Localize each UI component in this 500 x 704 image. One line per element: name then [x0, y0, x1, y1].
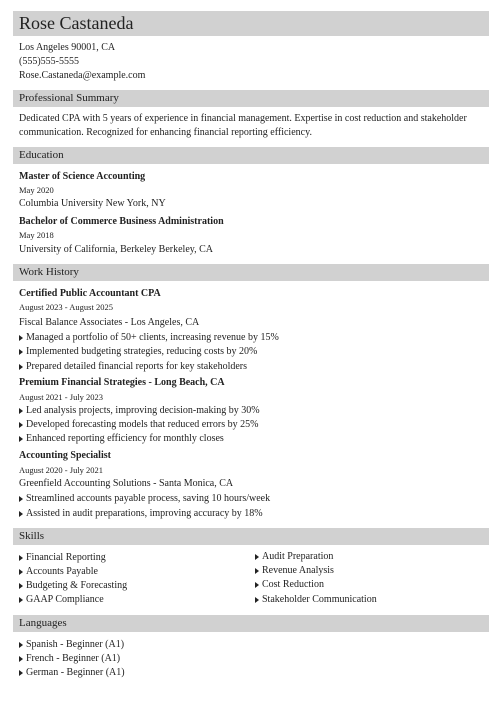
- bullet-icon: [19, 335, 23, 341]
- education-date: May 2020: [19, 185, 54, 195]
- bullet-icon: [19, 583, 23, 589]
- section-title-work: Work History: [19, 266, 79, 278]
- job-dates: August 2020 - July 2021: [19, 465, 104, 475]
- candidate-name: Rose Castaneda: [19, 13, 134, 33]
- bullet-icon: [19, 569, 23, 575]
- education-school: University of California, Berkeley Berkeley, CA: [19, 244, 214, 255]
- section-header-skills: [13, 528, 489, 545]
- bullet-icon: [255, 568, 259, 574]
- job-dates: August 2021 - July 2023: [19, 392, 104, 402]
- bullet-icon: [255, 554, 259, 560]
- bullet-icon: [19, 349, 23, 355]
- bullet-icon: [19, 642, 23, 648]
- job-company: Fiscal Balance Associates - Los Angeles, CA: [19, 317, 200, 328]
- bullet-icon: [19, 408, 23, 414]
- education-date: May 2018: [19, 230, 54, 240]
- education-school: Columbia University New York, NY: [19, 198, 166, 209]
- section-header-work: [13, 264, 489, 281]
- bullet-icon: [255, 582, 259, 588]
- bullet-icon: [19, 364, 23, 370]
- bullet-icon: [19, 436, 23, 442]
- section-header-education: [13, 147, 489, 164]
- resume-page: Rose Castaneda Los Angeles 90001, CA (555)555-5555 Rose.Castaneda@example.com Professional Summary Dedicated CPA with 5 years of experience in financial management. Expertise in cost reduction and stakeholder communication. Recognized for enhancing financial reporting efficiency. Education Master of Science Accounting May 2020 Columbia University New York, NY Bachelor of Commerce Business Administration May 2018 University of California, Berkeley Berkeley, CA Work History Certified Public Accountant CPA August 2023 - August 2025 Fiscal Balance Associates - Los Angeles, CA Managed a portfolio of 50+ clients, increasing revenue by 15% Implemented budgeting strategies, reducing costs by 20% Prepared detailed financial reports for key stakeholders Premium Financial Strategies - Long Beach, CA August 2021 - July 2023 Led analysis projects, improving decision-making by 30% Developed forecasting models that reduced errors by 25% Enhanced reporting efficiency for monthly closes Accounting Specialist August 2020 - July 2021 Greenfield Accounting Solutions - Santa Monica, CA Streamlined accounts payable process, saving 10 hours/week Assisted in audit preparations, improving accuracy by 18% Skills Financial Reporting Accounts Payable Budgeting & Forecasting GAAP Compliance Audit Preparation Revenue Analysis Cost Reduction Stakeholder Communication Languages Spanish - Beginner (A1) French - Beginner (A1) German - Beginner (A1): [0, 0, 500, 704]
- section-title-education: Education: [19, 149, 64, 161]
- job-company: Greenfield Accounting Solutions - Santa Monica, CA: [19, 478, 234, 489]
- job-title: Accounting Specialist: [19, 450, 111, 461]
- education-degree: Bachelor of Commerce Business Administration: [19, 216, 224, 227]
- job-title: Premium Financial Strategies - Long Beach, CA: [19, 377, 225, 388]
- section-header-languages: [13, 615, 489, 632]
- job-title: Certified Public Accountant CPA: [19, 288, 161, 299]
- contact-address: Los Angeles 90001, CA: [19, 42, 116, 53]
- section-header-summary: [13, 90, 489, 107]
- bullet-icon: [19, 422, 23, 428]
- section-title-languages: Languages: [19, 617, 67, 629]
- bullet-icon: [19, 670, 23, 676]
- bullet-icon: [255, 597, 259, 603]
- job-dates: August 2023 - August 2025: [19, 302, 113, 312]
- contact-email: Rose.Castaneda@example.com: [19, 70, 146, 81]
- bullet-icon: [19, 496, 23, 502]
- bullet-icon: [19, 511, 23, 517]
- contact-phone: (555)555-5555: [19, 56, 79, 67]
- bullet-icon: [19, 597, 23, 603]
- section-title-summary: Professional Summary: [19, 92, 119, 104]
- section-title-skills: Skills: [19, 530, 45, 542]
- education-degree: Master of Science Accounting: [19, 171, 146, 182]
- bullet-icon: [19, 656, 23, 662]
- bullet-icon: [19, 555, 23, 561]
- name-header-bar: [13, 11, 489, 36]
- summary-text: Dedicated CPA with 5 years of experience in financial management. Expertise in cost reduction and stakeholder communication. Recognized for enhancing financial reporting efficiency.: [19, 113, 467, 138]
